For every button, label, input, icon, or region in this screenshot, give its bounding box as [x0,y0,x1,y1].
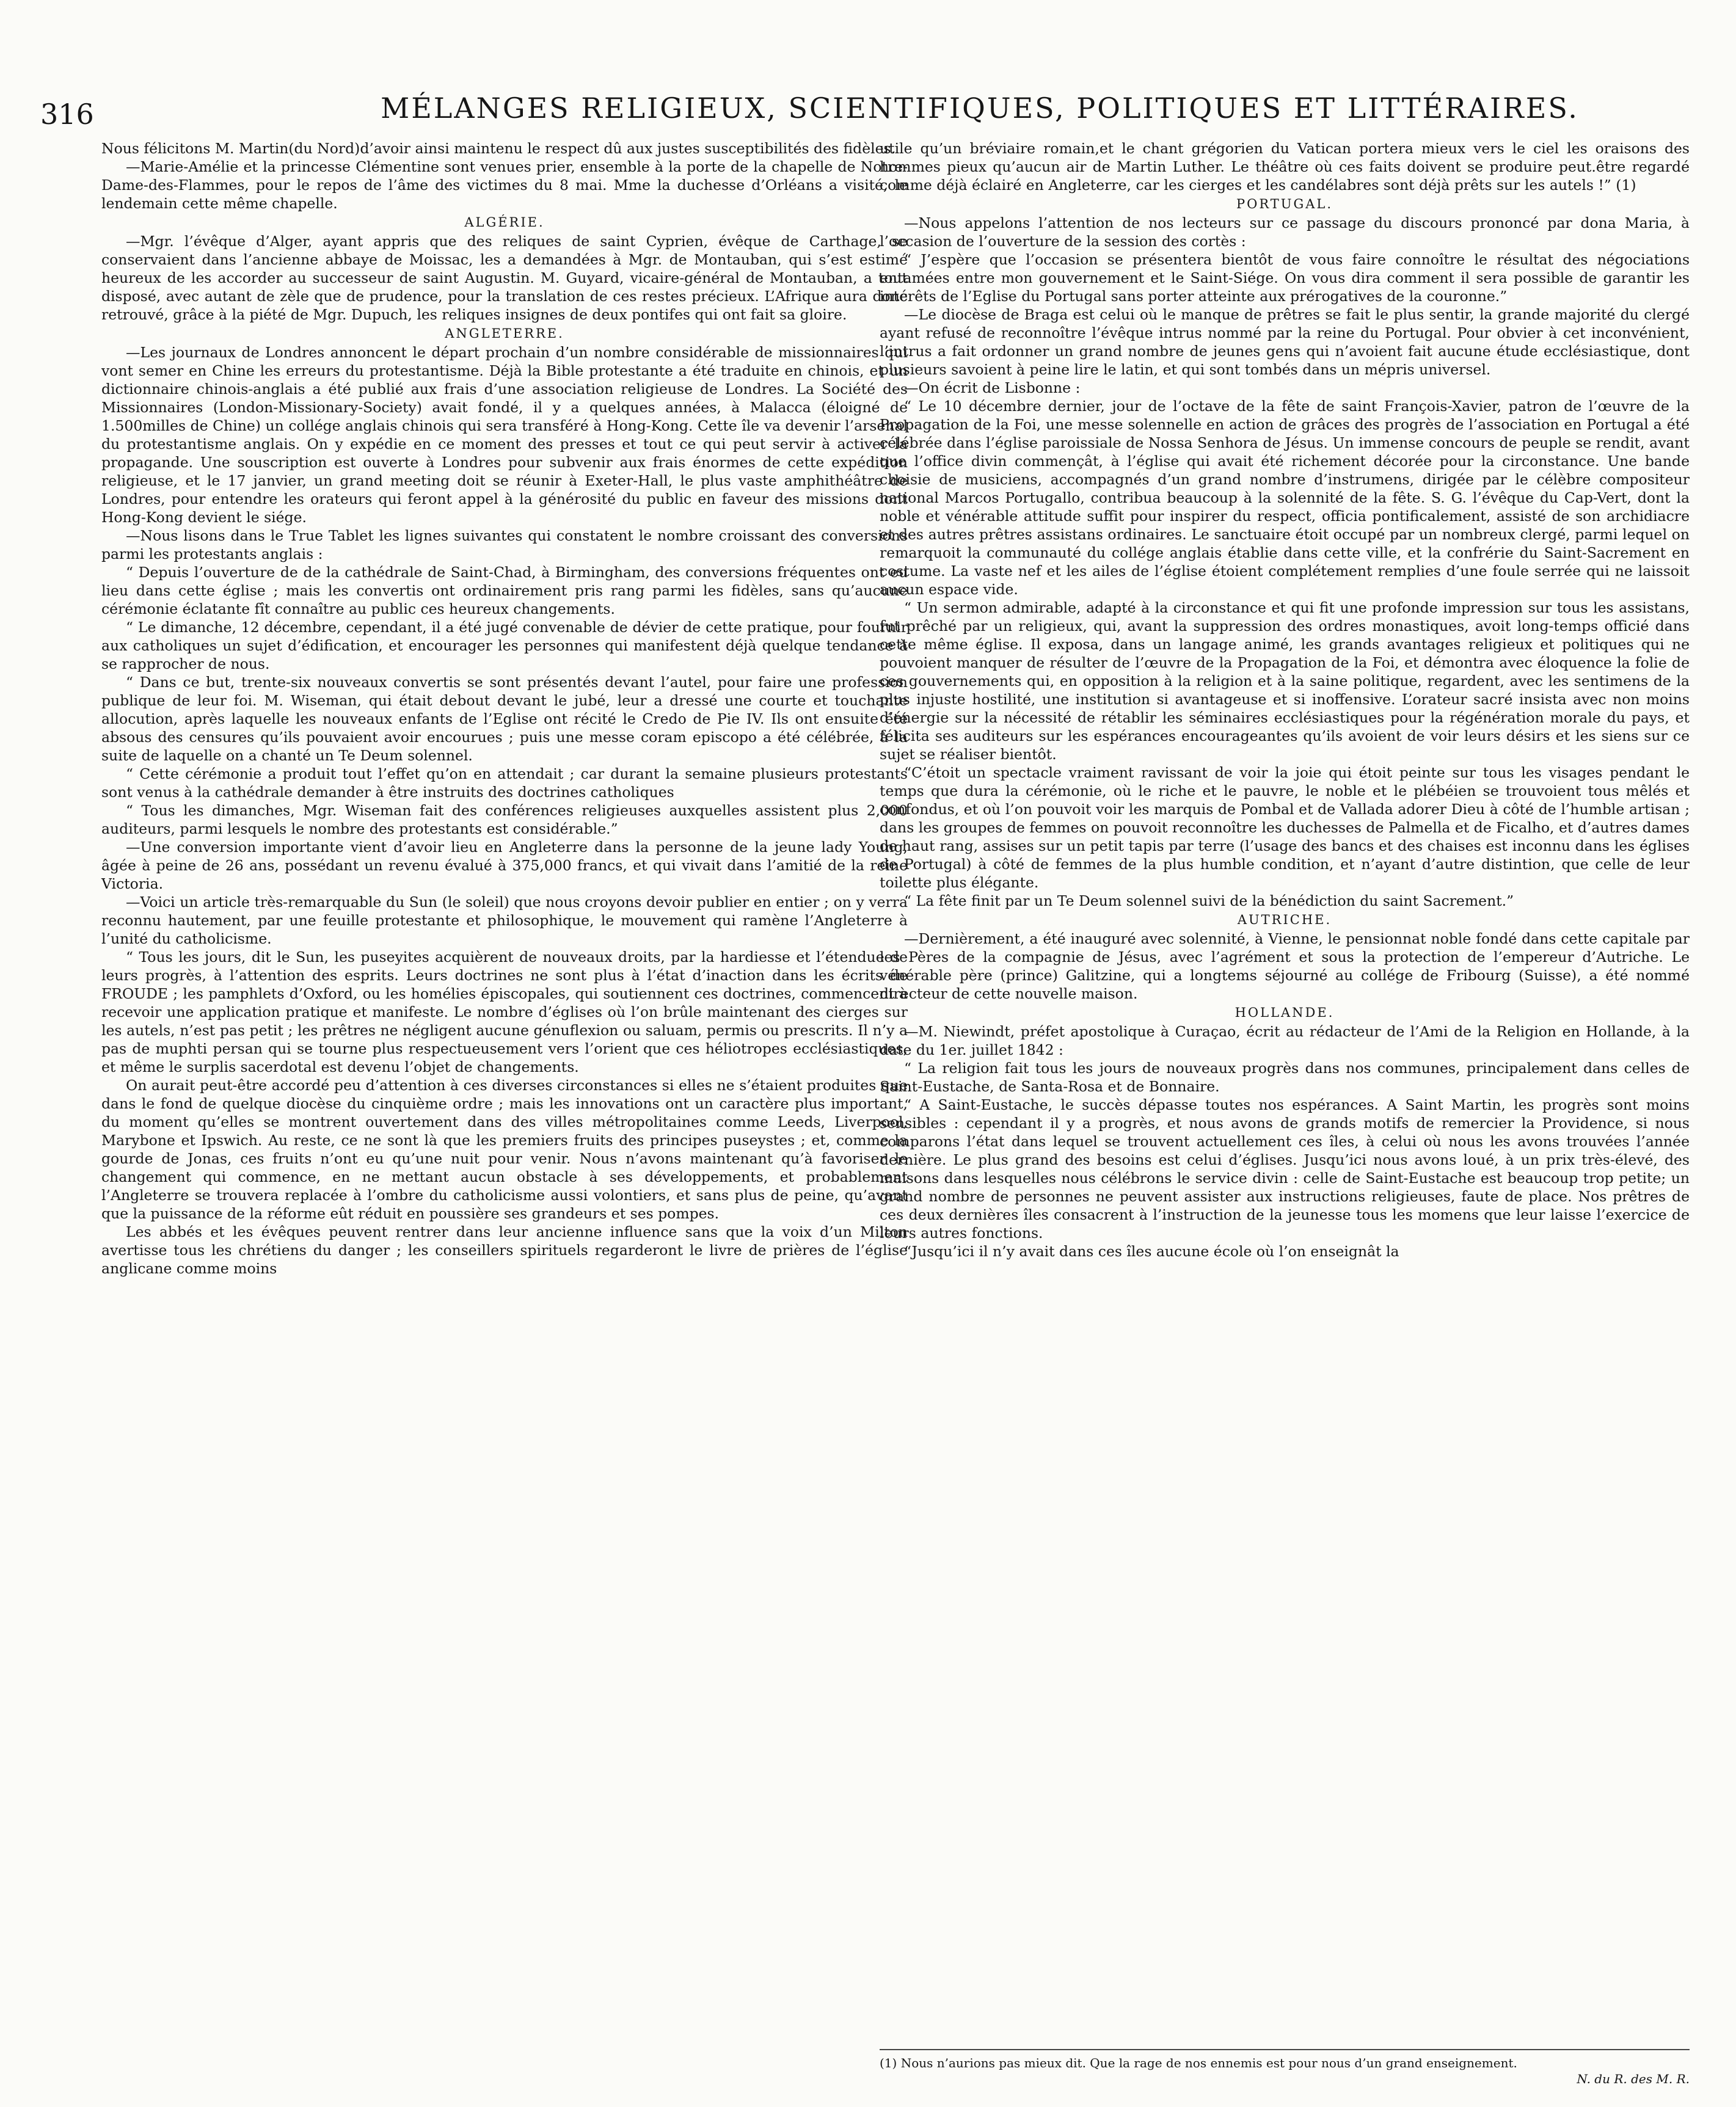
paragraph: Les abbés et les évêques peuvent rentrer dans leur ancienne influence sans que la voix d’un Milton avertisse tous les chrétiens du danger ; les conseillers spirituels regarderont le livre de prières de l’église anglicane comme moins [101,1223,908,1277]
footnote-signature: N. du R. des M. R. [1577,2072,1690,2086]
paragraph: “ A Saint-Eustache, le succès dépasse toutes nos espérances. A Saint Martin, les progrès sont moins sensibles : cependant il y a progrès, et nous avons de grands motifs de remercier la Providence, si nous comparons l’état dans lequel se trouvent actuellement ces îles, à celui où nous les avons trouvées l’année dernière. Le plus grand des besoins est celui d’églises. Jusqu’ici nous avons loué, à un prix très-élevé, des maisons dans lesquelles nous célébrons le service divin : celle de Saint-Eustache est beaucoup trop petite; un grand nombre de personnes ne peuvent assister aux instructions religieuses, faute de place. Nos prêtres de ces deux dernières îles consacrent à l’instruction de la jeunesse tous les momens que leur laisse l’exercice de leurs autres fonctions. [880,1096,1690,1242]
paragraph: —Nous lisons dans le True Tablet les lignes suivantes qui constatent le nombre croissant des conversions parmi les protestants anglais : [101,527,908,562]
page-number: 316 [40,98,94,131]
paragraph: “Jusqu’ici il n’y avait dans ces îles aucune école où l’on enseignât la [904,1243,1399,1260]
paragraph: —Nous appelons l’attention de nos lecteurs sur ce passage du discours prononcé par dona Maria, à l’occasion de l’ouverture de la session des cortès : [880,214,1690,250]
paragraph: “ Tous les jours, dit le Sun, les puseyites acquièrent de nouveaux droits, par la hardiesse et l’étendue de leurs progrès, à l’attention des esprits. Leurs doctrines ne sont plus à l’état d’inaction dans les écrits de FROUDE ; les pamphlets d’Oxford, ou les homélies épiscopales, qui soutiennent ces doctrines, commencent à recevoir une application pratique et manifeste. Le nombre d’églises où l’on brûle maintenant des cierges sur les autels, n’est pas petit ; les prêtres ne négligent aucune génuflexion ou saluam, permis ou prescrits. Il n’y a pas de muphti persan qui se tourne plus respectueusement vers l’orient que ces héliotropes ecclésiastiques, et même le surplis sacerdotal est devenu l’objet de changements. [101,948,908,1075]
paragraph: Nous félicitons M. Martin(du Nord)d’avoir ainsi maintenu le respect dû aux justes susceptibilités des fidèles. [101,140,896,157]
section-heading: ALGÉRIE. [464,215,545,230]
paragraph: —Mgr. l’évêque d’Alger, ayant appris que des reliques de saint Cyprien, évêque de Carthage, se conservaient dans l’ancienne abbaye de Moissac, les a demandées à Mgr. de Montauban, qui s’est estimé heureux de les accorder au successeur de saint Augustin. M. Guyard, vicaire-général de Montauban, a tout disposé, avec autant de zèle que de prudence, pour la translation de ces restes précieux. L’Afrique aura donc retrouvé, grâce à la piété de Mgr. Dupuch, les reliques insignes de deux pontifes qui ont fait sa gloire. [101,233,908,323]
footnote-text: (1) Nous n’aurions pas mieux dit. Que la rage de nos ennemis est pour nous d’un grand enseignement. [880,2056,1517,2070]
paragraph: “ Tous les dimanches, Mgr. Wiseman fait des conférences religieuses auxquelles assistent plus 2,000 auditeurs, parmi lesquels le nombre des protestants est considérable.” [101,802,908,837]
paragraph: “ La religion fait tous les jours de nouveaux progrès dans nos communes, principalement dans celles de Saint-Eustache, de Santa-Rosa et de Bonnaire. [880,1060,1690,1095]
section-heading: PORTUGAL. [1236,197,1333,211]
paragraph: —Les journaux de Londres annoncent le départ prochain d’un nombre considérable de missionnaires qui vont semer en Chine les erreurs du protestantisme. Déjà la Bible protestante a été traduite en chinois, et un dictionnaire chinois-anglais a été publié aux frais d’une association religieuse de Londres. La Société des Missionnaires (London-Missionary-Society) avait fondé, il y a quelques années, à Malacca (éloigné de 1.500milles de Chine) un collége anglais chinois qui sera transféré à Hong-Kong. Cette île va devenir l’arsenal du protestantisme anglais. On y expédie en ce moment des presses et tout ce qui peut servir à activer la propagande. Une souscription est ouverte à Londres pour subvenir aux frais énormes de cette expédition religieuse, et le 17 janvier, un grand meeting doit se réunir à Exeter-Hall, le plus vaste amphithéâtre de Londres, pour entendre les orateurs qui feront appel à la générosité du public en faveur des missions dont Hong-Kong devient le siége. [101,344,908,526]
paragraph: “ Le 10 décembre dernier, jour de l’octave de la fête de saint François-Xavier, patron de l’œuvre de la Propagation de la Foi, une messe solennelle en action de grâces des progrès de l’association en Portugal a été célébrée dans l’église paroissiale de Nossa Senhora de Jésus. Un immense concours de peuple se rendit, avant que l’office divin commençât, à l’église qui avait été richement décorée pour la circonstance. Une bande choisie de musiciens, accompagnés d’un grand nombre d’instrumens, dirigée par le célèbre compositeur national Marcos Portugallo, contribua beaucoup à la solennité de la fête. S. G. l’évêque du Cap-Vert, dont la noble et vénérable attitude suffit pour inspirer du respect, officia pontificalement, assisté de son archidiacre et des autres prêtres assistans ordinaires. Le sanctuaire étoit occupé par un nombreux clergé, parmi lequel on remarquoit la communauté du collége anglais établie dans cette ville, et la confrérie du Saint-Sacrement en costume. La vaste nef et les ailes de l’église étoient complétement remplies d’une foule serrée qui ne laissoit aucun espace vide. [880,398,1690,598]
section-heading: HOLLANDE. [1235,1005,1335,1020]
right-column [880,139,1690,1261]
paragraph: —Le diocèse de Braga est celui où le manque de prêtres se fait le plus sentir, la grande majorité du clergé ayant refusé de reconnoître l’évêque intrus nommé par la reine du Portugal. Pour obvier à cet inconvénient, l’intrus a fait ordonner un grand nombre de jeunes gens qui n’avoient fait aucune étude ecclésiastique, dont plusieurs savoient à peine lire le latin, et qui sont tombés dans un mépris universel. [880,306,1690,378]
paragraph: —Voici un article très-remarquable du Sun (le soleil) que nous croyons devoir publier en entier ; on y verra reconnu hautement, par une feuille protestante et philosophique, le mouvement qui ramène l’Angleterre à l’unité du catholicisme. [101,893,908,947]
left-column [101,139,908,1278]
paragraph: “C’étoit un spectacle vraiment ravissant de voir la joie qui étoit peinte sur tous les visages pendant le temps que dura la cérémonie, où le riche et le pauvre, le noble et le plébéien se trouvoient tous mêlés et confondus, et où l’on pouvoit voir les marquis de Pombal et de Vallada adorer Dieu à côté de l’humble artisan ; dans les groupes de femmes on pouvoit reconnoître les duchesses de Palmella et de Ficalho, et d’autres dames de haut rang, assises sur un petit tapis par terre (l’usage des bancs et des chaises est inconnu dans les églises de Portugal) à côté de femmes de la plus humble condition, et n’ayant d’autre distintion, que celle de leur toilette plus élégante. [880,764,1690,891]
paragraph: —Dernièrement, a été inauguré avec solennité, à Vienne, le pensionnat noble fondé dans cette capitale par les Pères de la compagnie de Jésus, avec l’agrément et sous la protection de l’empereur d’Autriche. Le vénérable père (prince) Galitzine, qui a longtems séjourné au collége de Fribourg (Suisse), a été nommé directeur de cette nouvelle maison. [880,930,1690,1002]
section-heading: AUTRICHE. [1237,912,1332,927]
paragraph: —M. Niewindt, préfet apostolique à Curaçao, écrit au rédacteur de l’Ami de la Religion en Hollande, à la date du 1er. juillet 1842 : [880,1023,1690,1058]
paragraph: utile qu’un bréviaire romain,et le chant grégorien du Vatican portera mieux vers le ciel les oraisons des hommes pieux qu’aucun air de Martin Luther. Le théâtre où ces faits doivent se produire peut.être regardé comme déjà éclairé en Angleterre, car les cierges et les candélabres sont déjà prêts sur les autels !” (1) [880,140,1690,194]
section-heading: ANGLETERRE. [445,326,564,341]
paragraph: “ Depuis l’ouverture de de la cathédrale de Saint-Chad, à Birmingham, des conversions fréquentes ont eu lieu dans cette église ; mais les convertis ont ordinairement pris rang parmi les fidèles, sans qu’aucune cérémonie éclatante fît connaître au public ces heureux changements. [101,564,908,617]
paragraph: “ J’espère que l’occasion se présentera bientôt de vous faire connoître le résultat des négociations entamées entre mon gouvernement et le Saint-Siége. On vous dira comment il sera possible de garantir les intérêts de l’Eglise du Portugal sans porter atteinte aux prérogatives de la couronne.” [880,251,1690,305]
page-header [40,92,1736,131]
paragraph: —On écrit de Lisbonne : [904,379,1081,396]
paragraph: “ La fête finit par un Te Deum solennel suivi de la bénédiction du saint Sacrement.” [904,892,1514,909]
paragraph: On aurait peut-être accordé peu d’attention à ces diverses circonstances si elles ne s’étaient produites que dans le fond de quelque diocèse du cinquième ordre ; mais les innovations ont un caractère plus important, du moment qu’elles se montrent ouvertement dans des villes métropolitaines comme Leeds, Liverpool, Marybone et Ipswich. Au reste, ce ne sont là que les premiers fruits des principes puseystes ; et, comme la gourde de Jonas, ces fruits n’ont eu qu’une nuit pour venir. Nous n’avons maintenant qu’à favoriser le changement qui commence, en ne mettant aucun obstacle à ses développements, et probablement l’Angleterre se trouvera replacée à l’ombre du catholicisme aussi volontiers, et sans plus de peine, qu’avant que la puissance de la réforme eût réduit en poussière ses grandeurs et ses pompes. [101,1077,908,1222]
paragraph: “ Un sermon admirable, adapté à la circonstance et qui fit une profonde impression sur tous les assistans, fut prêché par un religieux, qui, avant la suppression des ordres monastiques, avoit long-temps officié dans cette même église. Il exposa, dans un langage animé, les grands avantages religieux et politiques qui ne pouvoient manquer de résulter de l’œuvre de la Propagation de la Foi, et démontra avec éloquence la folie de ces gouvernements qui, en opposition à la religion et à la saine politique, regardent, avec les sentimens de la plus injuste hostilité, une institution si avantageuse et si inoffensive. L’orateur sacré insista avec non moins d’énergie sur la nécessité de rétablir les séminaires ecclésiastiques pour la régénération morale du pays, et félicita ses auditeurs sur les espérances encourageantes qu’ils avoient de voir leurs désirs et les siens sur ce sujet se réaliser bientôt. [880,599,1690,763]
paragraph: —Une conversion importante vient d’avoir lieu en Angleterre dans la personne de la jeune lady Young, âgée à peine de 26 ans, possédant un revenu évalué à 375,000 francs, et qui vivait dans l’amitié de la reine Victoria. [101,839,908,892]
footnote [880,2049,1690,2087]
paragraph: “ Cette cérémonie a produit tout l’effet qu’on en attendait ; car durant la semaine plusieurs protestants sont venus à la cathédrale demander à être instruits des doctrines catholiques [101,765,908,801]
paragraph: “ Dans ce but, trente-six nouveaux convertis se sont présentés devant l’autel, pour faire une profession publique de leur foi. M. Wiseman, qui était debout devant le jubé, leur a dressé une courte et touchante allocution, après laquelle les nouveaux enfants de l’Eglise ont récité le Credo de Pie IV. Ils ont ensuite été absous des censures qu’ils pouvaient avoir encourues ; puis une messe coram episcopo a été célébrée, à la suite de laquelle on a chanté un Te Deum solennel. [101,674,908,764]
paragraph: —Marie-Amélie et la princesse Clémentine sont venues prier, ensemble à la porte de la chapelle de Notre-Dame-des-Flammes, pour le repos de l’âme des victimes du 8 mai. Mme la duchesse d’Orléans a visité, le lendemain cette même chapelle. [101,158,908,212]
running-title: MÉLANGES RELIGIEUX, SCIENTIFIQUES, POLITIQUES ET LITTÉRAIRES. [381,92,1579,125]
paragraph: “ Le dimanche, 12 décembre, cependant, il a été jugé convenable de dévier de cette pratique, pour fournir aux catholiques un sujet d’édification, et encourager les personnes qui manifestent déjà quelque tendance à se rapprocher de nous. [101,619,908,672]
